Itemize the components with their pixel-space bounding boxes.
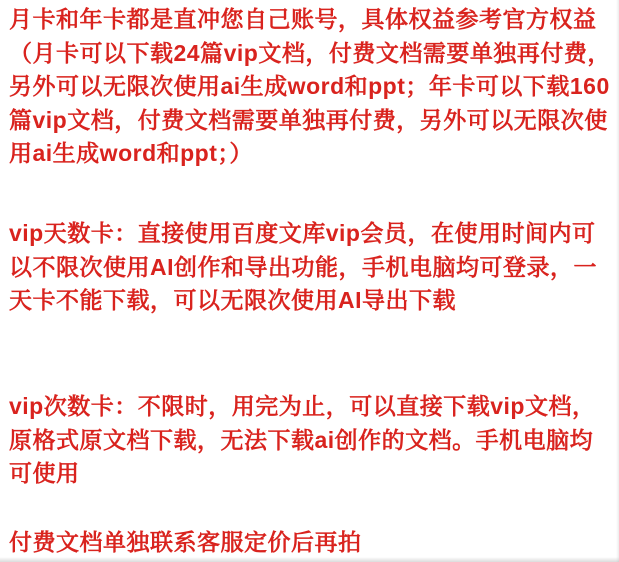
paragraph-vip-days-card-description [9,217,619,318]
text-line: vip次数卡：不限时，用完为止，可以直接下载vip文档， [9,393,596,419]
text-line: 用ai生成word和ppt；） [9,140,253,166]
text-line: 付费文档单独联系客服定价后再拍 [9,529,362,555]
text-line: 篇vip文档，付费文档需要单独再付费，另外可以无限次使 [9,106,608,133]
text-line: vip天数卡：直接使用百度文库vip会员，在使用时间内可 [9,220,596,246]
text-line: 可使用 [9,460,80,486]
text-line: 另外可以无限次使用ai生成word和ppt；年卡可以下载160 [9,73,610,99]
paragraph-vip-count-card-description [9,390,619,491]
paragraph-paid-docs-note [9,526,619,560]
text-line: 以不限次使用AI创作和导出功能，手机电脑均可登录，一 [9,253,597,280]
paragraph-monthly-yearly-card-description [9,3,619,171]
bottom-edge-artifact [0,557,619,562]
text-line: （月卡可以下载24篇vip文档，付费文档需要单独再付费， [9,39,611,66]
text-line: 月卡和年卡都是直冲您自己账号，具体权益参考官方权益 [9,6,597,32]
text-line: 原格式原文档下载，无法下载ai创作的文档。手机电脑均 [9,426,594,453]
text-line: 天卡不能下载，可以无限次使用AI导出下载 [9,287,456,313]
